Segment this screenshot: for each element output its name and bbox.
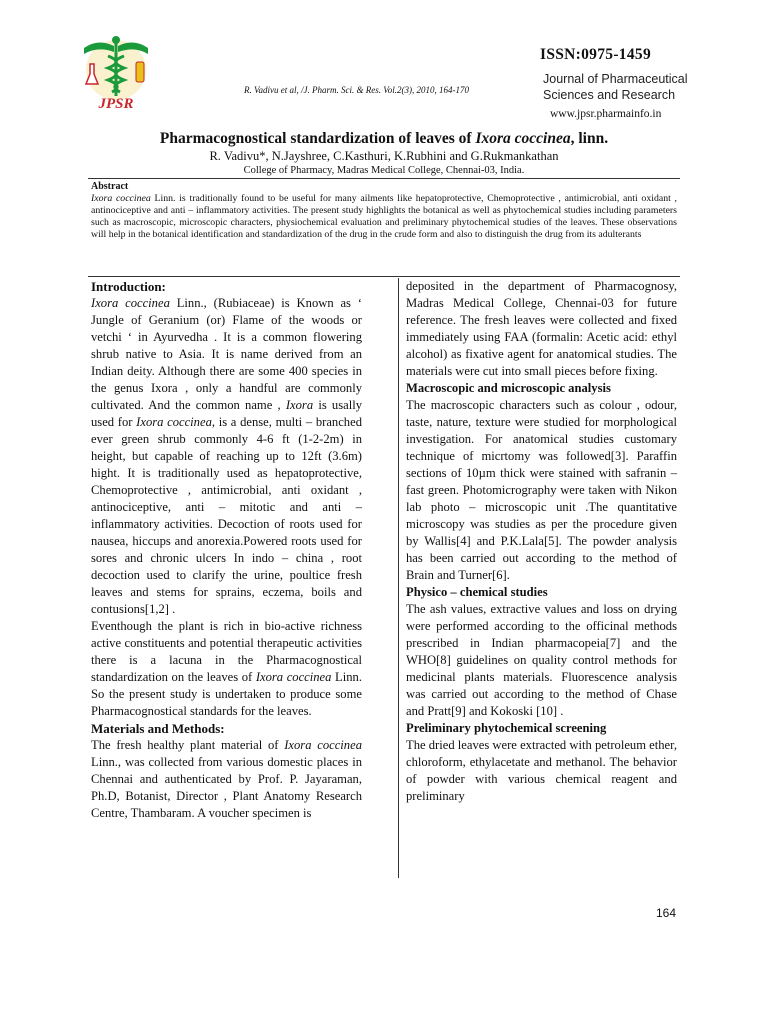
citation-line: R. Vadivu et al, /J. Pharm. Sci. & Res. Vol.2(3), 2010, 164-170 [244, 85, 469, 95]
journal-name-line1: Journal of Pharmaceutical [543, 72, 688, 86]
methods-heading: Materials and Methods: [91, 721, 225, 736]
introduction-paragraph-1 [91, 295, 362, 618]
column-divider [398, 278, 399, 878]
species-name: Ixora coccinea [284, 738, 362, 752]
paragraph-text: Linn., (Rubiaceae) is Known as ‘ Jungle of Geranium (or) Flame of the woods or vetchi ‘ in Ayurvedha . It is a common flowering shrub native to Asia. It is name derived from an Indian deity. Although there are some 400 species in the genus Ixora , only a handful are commonly cultivated. And the common name , [91, 296, 362, 412]
species-name: Ixora coccinea [91, 296, 170, 310]
journal-website: www.jpsr.pharmainfo.in [550, 108, 662, 120]
paragraph-text: The fresh healthy plant material of [91, 738, 285, 752]
macroscopic-heading: Macroscopic and microscopic analysis [406, 381, 611, 395]
caduceus-logo-icon [76, 34, 162, 114]
introduction-heading: Introduction: [91, 279, 166, 294]
physico-chemical-heading: Physico – chemical studies [406, 585, 548, 599]
left-column [91, 278, 362, 822]
phytochemical-paragraph: The dried leaves were extracted with petroleum ether, chloroform, ethylacetate and methanol. The behavior of powder with various chemical reagent and preliminary [406, 738, 677, 803]
phytochemical-heading: Preliminary phytochemical screening [406, 721, 607, 735]
abstract-section [91, 181, 677, 241]
journal-name-line2: Sciences and Research [543, 88, 676, 102]
genus-name: Ixora [285, 398, 314, 412]
page-number: 164 [656, 906, 677, 920]
journal-logo [76, 34, 162, 114]
paragraph-text: Linn., was collected from various domestic places in Chennai and authenticated by Prof. P. Jayaraman, Ph.D, Botanist, Director , Plant Anatomy Research Centre, Thambaram. A voucher specimen is [91, 755, 362, 820]
abstract-species: Ixora coccinea [91, 193, 151, 204]
continued-paragraph: deposited in the department of Pharmacognosy, Madras Medical College, Chennai-03 for future reference. The fresh leaves were collected and fixed immediately using FAA (formalin: Acetic acid: ethyl alcohol) as fixative agent for anatomical studies. The materials were cut into small pieces before fixing. [406, 279, 677, 378]
physico-chemical-paragraph: The ash values, extractive values and loss on drying were performed according to the officinal methods prescribed in Indian pharmacopeia[7] and the WHO[8] guidelines on quality control methods for medicinal plants materials. Fluorescence analysis was carried out according to the method of Chase and Pratt[9] and Kokoski [10] . [406, 602, 677, 718]
journal-name [543, 71, 688, 103]
abstract-divider [88, 276, 680, 277]
top-divider [88, 178, 680, 179]
species-name: Ixora coccinea [136, 415, 212, 429]
macroscopic-paragraph: The macroscopic characters such as colour , odour, taste, nature, texture were studied for morphological investigation. For anatomical studies customary technique of micrtomy was followed[3]. Paraffin sections of 10µm thick were stained with safranin – fast green. Photomicrography were taken with Nikon lab photo – microscopic unit .The quantitative microscopy was studies as per the procedure given by Wallis[4] and P.K.Lala[5]. The powder analysis has been carried out according to the method of Brain and Turner[6]. [406, 398, 677, 582]
paragraph-text: Linn. So the present study is undertaken to produce some Pharmacognostical standards for the leaves. [91, 670, 362, 718]
abstract-heading: Abstract [91, 181, 129, 192]
issn-label: ISSN:0975-1459 [540, 46, 651, 63]
logo-text: JPSR [98, 96, 134, 112]
right-column [406, 278, 677, 805]
author-list: R. Vadivu*, N.Jayshree, C.Kasthuri, K.Rubhini and G.Rukmankathan [209, 149, 559, 163]
affiliation: College of Pharmacy, Madras Medical College, Chennai-03, India. [243, 165, 525, 176]
introduction-paragraph-2 [91, 618, 362, 720]
methods-paragraph [91, 737, 362, 822]
title-species: Ixora coccinea [475, 130, 571, 147]
abstract-body [91, 193, 677, 241]
paragraph-text: , is a dense, multi – branched ever green shrub commonly 4-6 ft (1-2-2m) in height, but capable of reaching up to 12ft (3.6m) hight. It is traditionally used as hepatoprotective, Chemoprotective , antimicrobial, anti oxidant , antinociceptive, anti – mitotic and anti – inflammatory activities. Decoction of roots used for nausea, hiccups and anorexia.Powered roots used for sores and chronic ulcers In indo – china , root decoction used to clarify the urine, poultice fresh leaves and stems for sprains, eczema, boils and contusions[1,2] . [91, 415, 362, 616]
article-title [0, 130, 768, 148]
paragraph-text: is usally used for [91, 398, 362, 429]
paragraph-text: Eventhough the plant is rich in bio-active richness active constituents and potential therapeutic activities there is a lacuna in the Pharmacognostical standardization on the leaves of [91, 619, 362, 684]
title-suffix: , linn. [570, 130, 609, 147]
species-name: Ixora coccinea [255, 670, 332, 684]
abstract-text: Linn. is traditionally found to be useful for many ailments like hepatoprotective, Chemoprotective , antimicrobial, anti oxidant , antinociceptive and anti – inflammatory activities. The present study highlights the botanical as well as phytochemical studies including parameters such as macroscopic, microscopic characters, physiochemical evaluation and preliminary phytochemical studies of the leaves. These observations will help in the botanical identification and standardization of the drug in the crude form and also to distinguish the drug from its adulterants [91, 193, 677, 240]
title-prefix: Pharmacognostical standardization of leaves of [159, 130, 476, 147]
